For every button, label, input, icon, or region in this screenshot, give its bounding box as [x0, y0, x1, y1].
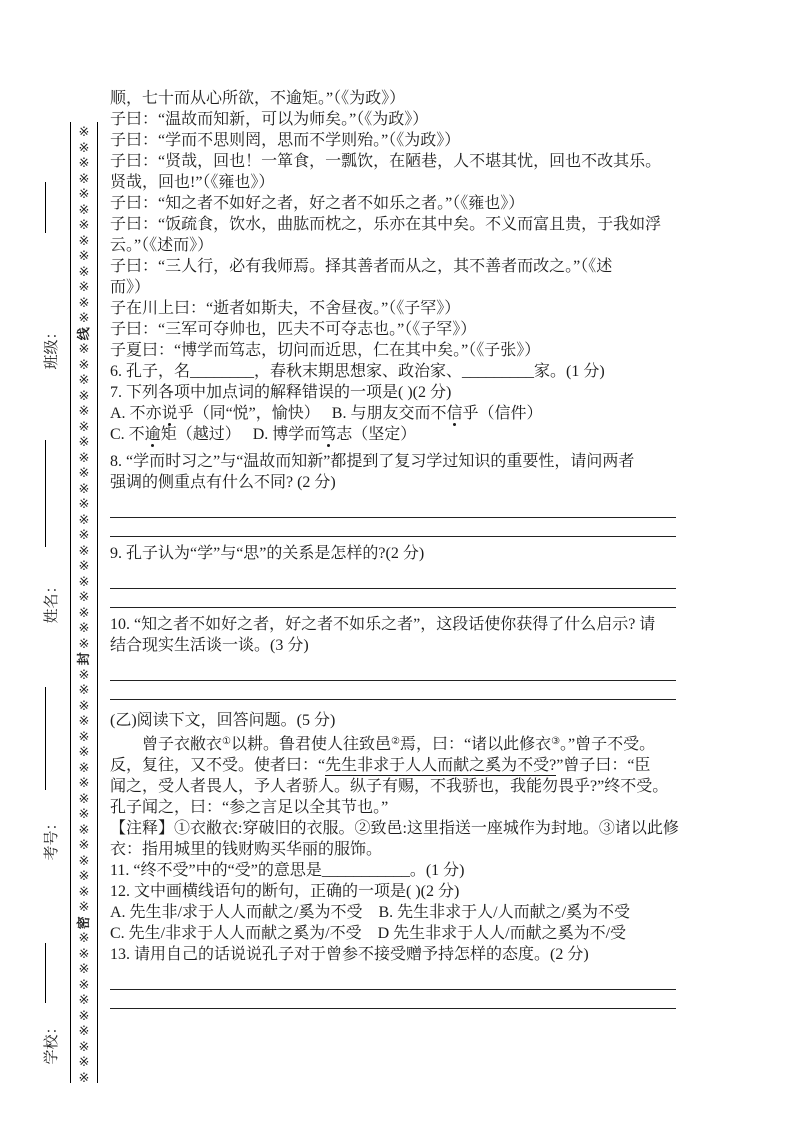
- name-label: 姓名：: [44, 578, 60, 624]
- question-7-options-cd: C. 不逾矩（越过） D. 博学而笃志（坚定）: [110, 426, 417, 443]
- seal-mark: ※: [78, 899, 90, 914]
- seal-mark: ※: [78, 821, 90, 837]
- seal-mark: ※: [78, 372, 90, 387]
- seal-mark: ※: [78, 837, 90, 852]
- text-line: 孔子闻之，曰：“参之言足以全其节也。”: [110, 799, 389, 816]
- seal-mark: ※: [78, 775, 90, 790]
- seal-mark: ※: [78, 403, 90, 418]
- exam-number-blank-line: [45, 687, 46, 790]
- text-line: 反，复往，又不受。使者曰：“先生非求于人人而献之奚为不受?”曾子曰：“臣: [110, 757, 651, 774]
- seal-mark: ※: [78, 1038, 90, 1054]
- question-11: 11. “终不受”中的“受”的意思是___________。(1 分): [110, 862, 465, 879]
- question-10: 10. “知之者不如好之者，好之者不如乐之者”，这段话使你获得了什么启示? 请: [110, 616, 656, 633]
- answer-line: [110, 518, 676, 537]
- seal-mark: ※: [78, 806, 90, 821]
- text-line: 子曰：“贤哉，回也！一箪食，一瓢饮，在陋巷，人不堪其忧，回也不改其乐。: [110, 153, 662, 170]
- seal-mark: ※: [78, 759, 90, 775]
- seal-mark: ※: [78, 604, 90, 620]
- seal-mark: ※: [78, 294, 90, 310]
- seal-mark: ※: [78, 744, 90, 759]
- footnote-ref: ②: [391, 736, 400, 747]
- emphasis-dotted-char: 信: [446, 405, 463, 422]
- exam-content: [110, 88, 679, 1009]
- emphasis-dotted-char: 逾: [144, 426, 161, 443]
- seal-mark: ※: [78, 945, 90, 961]
- seal-mark: ※: [78, 697, 90, 713]
- text-line: 云。”（《述而》）: [110, 237, 214, 254]
- question-8: 8. “学而时习之”与“温故而知新”都提到了复习学过知识的重要性，请问两者: [110, 453, 635, 470]
- text-line: 子曰：“三人行，必有我师焉。择其善者而从之，其不善者而改之。”（《述: [110, 258, 613, 275]
- seal-mark: ※: [78, 124, 90, 139]
- footnote-ref: ③: [551, 736, 561, 747]
- seal-mark: ※: [78, 682, 90, 697]
- seal-mark: ※: [78, 496, 90, 511]
- seal-mark: ※: [78, 511, 90, 527]
- question-9: 9. 孔子认为“学”与“思”的关系是怎样的?(2 分): [110, 545, 425, 562]
- seal-mark: ※: [78, 620, 90, 635]
- seal-mark: ※: [78, 883, 90, 899]
- answer-line: [110, 589, 676, 608]
- class-label: 班级：: [44, 324, 60, 370]
- seal-mark: ※: [78, 310, 90, 325]
- seal-mark: ※: [78, 356, 90, 372]
- text-line: 子曰：“饭疏食，饮水，曲肱而枕之，乐亦在其中矣。不义而富且贵，于我如浮: [110, 216, 662, 233]
- emphasis-dotted-char: 说: [161, 405, 178, 422]
- text-line: 贤哉，回也!”（《雍也》）: [110, 174, 275, 191]
- seal-mark: ※: [78, 930, 90, 945]
- seal-mark: ※: [78, 201, 90, 217]
- seal-mark: ※: [78, 728, 90, 744]
- seal-mark: ※: [78, 248, 90, 263]
- seal-mark: ※: [78, 387, 90, 403]
- answer-line: [110, 662, 676, 681]
- exam-number-label: 考号：: [44, 815, 60, 861]
- name-blank-line: [45, 440, 46, 547]
- question-12-options-ab: A. 先生非/求于人人而献之/奚为不受 B. 先生非求于人/人而献之/奚为不受: [110, 904, 631, 921]
- seal-mark: ※: [78, 186, 90, 201]
- seal-mark: ※: [78, 232, 90, 248]
- seal-rule-right: [97, 122, 98, 1083]
- seal-mark: ※: [78, 434, 90, 449]
- seal-mark: ※: [78, 713, 90, 728]
- text-line: 结合现实生活谈一谈。(3 分): [110, 637, 309, 654]
- text-line: 顺，七十而从心所欲，不逾矩。”（《为政》）: [110, 90, 406, 107]
- school-label: 学校：: [44, 1019, 60, 1065]
- seal-mark: ※: [78, 961, 90, 976]
- seal-mark: ※: [78, 558, 90, 573]
- text-line: 子曰：“学而不思则罔，思而不学则殆。”（《为政》）: [110, 132, 461, 149]
- text-line: 闻之，受人者畏人，予人者骄人。纵子有赐，不我骄也，我能勿畏乎?”终不受。: [110, 778, 669, 795]
- emphasis-dotted-char: 笃: [320, 426, 337, 443]
- text-line: 子在川上曰：“逝者如斯夫，不舍昼夜。”（《子罕》）: [110, 300, 461, 317]
- seal-mark: ※: [78, 1054, 90, 1069]
- seal-char: 线: [76, 326, 92, 340]
- footnote-ref: ①: [222, 736, 231, 747]
- text-line: 子曰：“三军可夺帅也，匹夫不可夺志也。”（《子罕》）: [110, 321, 477, 338]
- question-7-options-ab: A. 不亦说乎（同“悦”，愉快） B. 与朋友交而不信乎（信件）: [110, 405, 543, 422]
- section-yi-header: (乙)阅读下文，回答问题。(5 分): [110, 712, 336, 729]
- answer-line: [110, 499, 676, 518]
- text-line: 子曰：“知之者不如好之者，好之者不如乐之者。”（《雍也》）: [110, 195, 525, 212]
- seal-mark: ※: [78, 170, 90, 186]
- seal-mark: ※: [78, 666, 90, 682]
- seal-mark: ※: [78, 542, 90, 558]
- seal-mark: ※: [78, 992, 90, 1007]
- text-line: 子夏曰：“博学而笃志，切问而近思，仁在其中矣。”（《子张》）: [110, 342, 541, 359]
- seal-mark: ※: [78, 155, 90, 170]
- seal-mark: ※: [78, 852, 90, 868]
- seal-mark: ※: [78, 480, 90, 496]
- seal-mark: ※: [78, 635, 90, 651]
- question-7: 7. 下列各项中加点词的解释错误的一项是( )(2 分): [110, 384, 452, 401]
- answer-line: [110, 681, 676, 700]
- seal-mark: ※: [78, 573, 90, 589]
- seal-mark: ※: [78, 279, 90, 294]
- question-12: 12. 文中画横线语句的断句，正确的一项是( )(2 分): [110, 883, 460, 900]
- seal-mark: ※: [78, 217, 90, 232]
- seal-mark: ※: [78, 418, 90, 434]
- seal-mark: ※: [78, 341, 90, 356]
- seal-mark: ※: [78, 139, 90, 155]
- class-blank-line: [45, 182, 46, 233]
- seal-mark: ※: [78, 263, 90, 279]
- seal-line-column: [71, 124, 97, 1085]
- question-6: 6. 孔子，名________，春秋末期思想家、政治家、_________家。(1 分): [110, 363, 605, 380]
- text-line: 而》）: [110, 279, 151, 296]
- seal-mark: ※: [78, 868, 90, 883]
- text-line: 曾子衣敝衣①以耕。鲁君使人往致邑②焉，曰：“诸以此修衣③。”曾子不受。: [142, 736, 656, 753]
- seal-mark: ※: [78, 790, 90, 806]
- seal-mark: ※: [78, 465, 90, 480]
- question-13: 13. 请用自己的话说说孔子对于曾参不接受赠予持怎样的态度。(2 分): [110, 946, 589, 963]
- seal-mark: ※: [78, 527, 90, 542]
- seal-mark: ※: [78, 1069, 90, 1085]
- seal-mark: ※: [78, 1007, 90, 1023]
- text-line: 强调的侧重点有什么不同? (2 分): [110, 474, 336, 491]
- seal-mark: ※: [78, 976, 90, 992]
- school-blank-line: [45, 943, 46, 1003]
- answer-line: [110, 990, 676, 1009]
- seal-char: 密: [76, 915, 92, 929]
- seal-mark: ※: [78, 589, 90, 604]
- text-line: 子曰：“温故而知新，可以为师矣。”（《为政》）: [110, 111, 429, 128]
- seal-mark: ※: [78, 1023, 90, 1038]
- seal-char: 封: [76, 652, 92, 666]
- answer-line: [110, 971, 676, 990]
- seal-mark: ※: [78, 449, 90, 465]
- annotation: 【注释】①衣敝衣:穿破旧的衣服。②致邑:这里指送一座城作为封地。③诸以此修: [110, 820, 679, 837]
- text-line: 衣：指用城里的钱财购买华丽的服饰。: [110, 841, 383, 858]
- underlined-clause: 先生非求于人人而献之奚为不受?: [325, 757, 557, 774]
- answer-line: [110, 570, 676, 589]
- question-12-options-cd: C. 先生/非求于人人而献之奚为/不受 D 先生非求于人人/而献之奚为不/受: [110, 925, 627, 942]
